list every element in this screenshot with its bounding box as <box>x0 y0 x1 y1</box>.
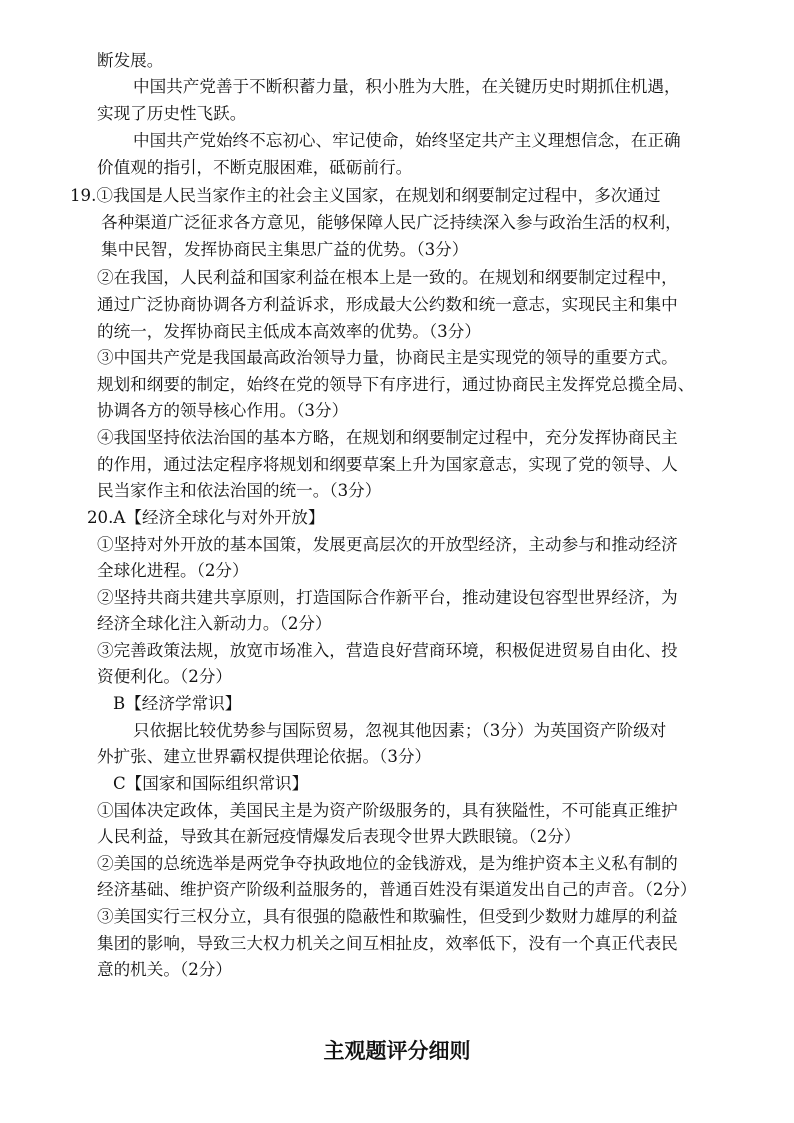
question-20-line: 全球化进程。（2分） <box>97 561 249 580</box>
question-19-line: 19.①我国是人民当家作主的社会主义国家，在规划和纲要制定过程中，多次通过 <box>70 186 661 205</box>
text-line: 中国共产党善于不断积蓄力量，积小胜为大胜，在关键历史时期抓住机遇， <box>133 77 681 96</box>
question-19-line: ②在我国，人民利益和国家利益在根本上是一致的。在规划和纲要制定过程中， <box>97 268 678 287</box>
section-c-line: 意的机关。（2分） <box>97 960 233 979</box>
question-19-line: 的统一，发挥协商民主低成本高效率的优势。（3分） <box>97 322 481 341</box>
question-19-line: 集中民智，发挥协商民主集思广益的优势。（3分） <box>101 240 469 259</box>
section-b-line: 外扩张、建立世界霸权提供理论依据。（3分） <box>97 747 432 766</box>
section-c-line: 人民利益，导致其在新冠疫情爆发后表现令世界大跌眼镜。（2分） <box>97 827 581 846</box>
section-c-line: ①国体决定政体，美国民主是为资产阶级服务的，具有狭隘性，不可能真正维护 <box>97 801 678 820</box>
question-20-line: ①坚持对外开放的基本国策，发展更高层次的开放型经济，主动参与和推动经济 <box>97 535 678 554</box>
question-20-line: 资便利化。（2分） <box>97 667 233 686</box>
question-19-line: 各种渠道广泛征求各方意见，能够保障人民广泛持续深入参与政治生活的权利， <box>101 213 682 232</box>
question-19-line: 通过广泛协商协调各方利益诉求，形成最大公约数和统一意志，实现民主和集中 <box>97 295 678 314</box>
question-19-line: 民当家作主和依法治国的统一。（3分） <box>97 481 382 500</box>
question-19-line: 的作用，通过法定程序将规划和纲要草案上升为国家意志，实现了党的领导、人 <box>97 455 678 474</box>
section-c-line: ②美国的总统选举是两党争夺执政地位的金钱游戏，是为维护资本主义私有制的 <box>97 854 678 873</box>
text-line: 断发展。 <box>97 51 164 70</box>
section-c-line: 集团的影响，导致三大权力机关之间互相扯皮，效率低下，没有一个真正代表民 <box>97 934 678 953</box>
question-19-line: 规划和纲要的制定，始终在党的领导下有序进行，通过协商民主发挥党总揽全局、 <box>97 375 695 394</box>
question-19-line: 协调各方的领导核心作用。（3分） <box>97 401 349 420</box>
section-b-heading: B【经济学常识】 <box>113 694 242 713</box>
question-20-line: ②坚持共商共建共享原则，打造国际合作新平台，推动建设包容型世界经济，为 <box>97 588 678 607</box>
text-line: 实现了历史性飞跃。 <box>97 104 247 123</box>
section-c-line: ③美国实行三权分立，具有很强的隐蔽性和欺骗性，但受到少数财力雄厚的利益 <box>97 907 678 926</box>
question-20-line: ③完善政策法规，放宽市场准入，营造良好营商环境，积极促进贸易自由化、投 <box>97 641 678 660</box>
question-19-line: ④我国坚持依法治国的基本方略，在规划和纲要制定过程中，充分发挥协商民主 <box>97 428 678 447</box>
text-line: 价值观的指引，不断克服困难，砥砺前行。 <box>97 158 413 177</box>
question-19-line: ③中国共产党是我国最高政治领导力量，协商民主是实现党的领导的重要方式。 <box>97 348 678 367</box>
question-20-heading: 20.A【经济全球化与对外开放】 <box>87 508 325 527</box>
section-b-line: 只依据比较优势参与国际贸易，忽视其他因素；（3分）为英国资产阶级对 <box>133 721 667 740</box>
question-20-line: 经济全球化注入新动力。（2分） <box>97 614 332 633</box>
section-c-heading: C【国家和国际组织常识】 <box>113 774 309 793</box>
text-line: 中国共产党始终不忘初心、牢记使命，始终坚定共产主义理想信念，在正确 <box>133 131 681 150</box>
section-c-line: 经济基础、维护资产阶级利益服务的，普通百姓没有渠道发出自己的声音。（2分） <box>97 880 697 899</box>
footer-title: 主观题评分细则 <box>323 1039 471 1063</box>
